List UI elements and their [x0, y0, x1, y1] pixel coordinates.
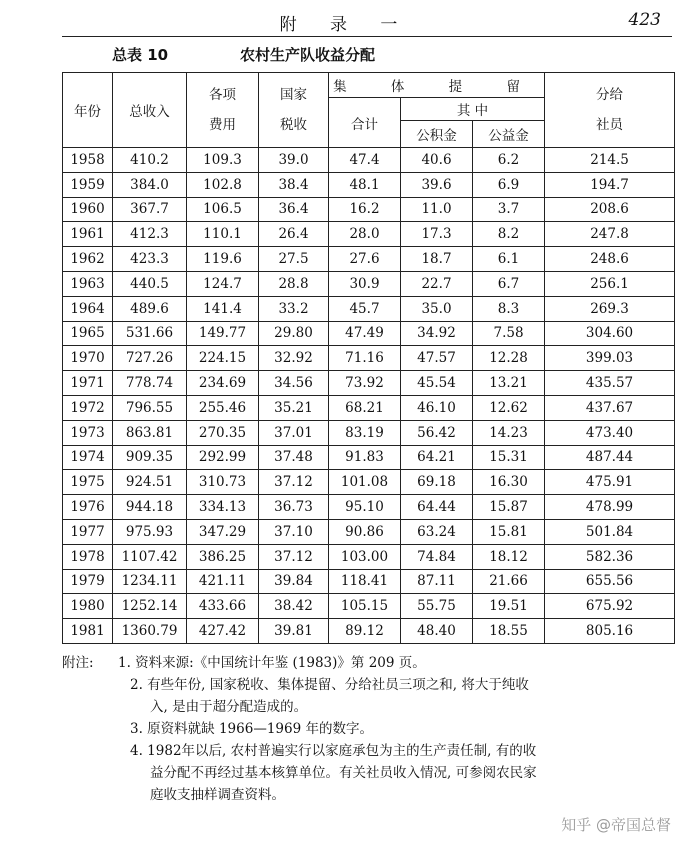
cell-expenses: 270.35 — [187, 420, 259, 445]
cell-retention-total: 89.12 — [329, 619, 401, 644]
cell-year: 1978 — [63, 544, 113, 569]
cell-year: 1974 — [63, 445, 113, 470]
cell-year: 1975 — [63, 470, 113, 495]
cell-expenses: 102.8 — [187, 172, 259, 197]
cell-accumulation-fund: 87.11 — [401, 569, 473, 594]
note-2-cont — [62, 696, 682, 718]
cell-distributed: 478.99 — [545, 495, 675, 520]
cell-retention-total: 48.1 — [329, 172, 401, 197]
cell-welfare-fund: 8.3 — [473, 296, 545, 321]
cell-welfare-fund: 12.28 — [473, 346, 545, 371]
cell-distributed: 208.6 — [545, 197, 675, 222]
cell-distributed: 655.56 — [545, 569, 675, 594]
table-row — [63, 619, 675, 644]
table-row — [63, 569, 675, 594]
cell-accumulation-fund: 18.7 — [401, 247, 473, 272]
cell-expenses: 292.99 — [187, 445, 259, 470]
col-total: 合计 — [329, 98, 401, 148]
cell-welfare-fund: 6.1 — [473, 247, 545, 272]
note-3 — [62, 718, 682, 740]
cell-expenses: 433.66 — [187, 594, 259, 619]
cell-state-tax: 39.84 — [259, 569, 329, 594]
cell-welfare-fund: 3.7 — [473, 197, 545, 222]
note-1 — [62, 652, 682, 674]
cell-distributed: 675.92 — [545, 594, 675, 619]
note-2 — [62, 674, 682, 696]
note-4 — [62, 740, 682, 762]
cell-total-income: 489.6 — [113, 296, 187, 321]
cell-accumulation-fund: 40.6 — [401, 148, 473, 173]
cell-accumulation-fund: 17.3 — [401, 222, 473, 247]
col-distributed-line1: 分给 — [596, 87, 624, 103]
cell-total-income: 412.3 — [113, 222, 187, 247]
cell-welfare-fund: 6.2 — [473, 148, 545, 173]
table-row — [63, 148, 675, 173]
cell-state-tax: 36.73 — [259, 495, 329, 520]
cell-retention-total: 105.15 — [329, 594, 401, 619]
cell-retention-total: 90.86 — [329, 519, 401, 544]
cell-welfare-fund: 16.30 — [473, 470, 545, 495]
table-row — [63, 495, 675, 520]
table-title: 农村生产队收益分配 — [240, 46, 376, 64]
table-row — [63, 544, 675, 569]
cell-year: 1980 — [63, 594, 113, 619]
cell-total-income: 410.2 — [113, 148, 187, 173]
cell-distributed: 399.03 — [545, 346, 675, 371]
cell-year: 1970 — [63, 346, 113, 371]
cell-total-income: 1360.79 — [113, 619, 187, 644]
cell-retention-total: 95.10 — [329, 495, 401, 520]
cell-year: 1965 — [63, 321, 113, 346]
cell-year: 1979 — [63, 569, 113, 594]
table-row — [63, 271, 675, 296]
note-2-cont-text: 入, 是由于超分配造成的。 — [150, 699, 308, 715]
cell-accumulation-fund: 55.75 — [401, 594, 473, 619]
cell-expenses: 234.69 — [187, 371, 259, 396]
cell-total-income: 863.81 — [113, 420, 187, 445]
notes-label: 附注: — [62, 655, 94, 671]
table-row — [63, 445, 675, 470]
cell-state-tax: 39.0 — [259, 148, 329, 173]
cell-welfare-fund: 21.66 — [473, 569, 545, 594]
note-3-text: 3. 原资料就缺 1966—1969 年的数字。 — [130, 721, 373, 737]
cell-total-income: 531.66 — [113, 321, 187, 346]
col-distributed — [545, 73, 675, 148]
cell-retention-total: 47.4 — [329, 148, 401, 173]
cell-state-tax: 37.12 — [259, 544, 329, 569]
col-expenses — [187, 73, 259, 148]
cell-retention-total: 68.21 — [329, 395, 401, 420]
cell-expenses: 386.25 — [187, 544, 259, 569]
cell-accumulation-fund: 45.54 — [401, 371, 473, 396]
note-4-cont2-text: 庭收支抽样调查资料。 — [150, 787, 285, 803]
cell-year: 1971 — [63, 371, 113, 396]
page-number: 423 — [628, 10, 661, 30]
cell-total-income: 944.18 — [113, 495, 187, 520]
cell-state-tax: 37.01 — [259, 420, 329, 445]
cell-distributed: 435.57 — [545, 371, 675, 396]
cell-accumulation-fund: 63.24 — [401, 519, 473, 544]
cell-expenses: 224.15 — [187, 346, 259, 371]
cell-distributed: 214.5 — [545, 148, 675, 173]
table-row — [63, 594, 675, 619]
cell-welfare-fund: 15.87 — [473, 495, 545, 520]
cell-year: 1961 — [63, 222, 113, 247]
cell-expenses: 109.3 — [187, 148, 259, 173]
table-row — [63, 247, 675, 272]
table-row — [63, 197, 675, 222]
cell-year: 1963 — [63, 271, 113, 296]
cell-state-tax: 37.10 — [259, 519, 329, 544]
cell-retention-total: 30.9 — [329, 271, 401, 296]
cell-expenses: 106.5 — [187, 197, 259, 222]
cell-year: 1976 — [63, 495, 113, 520]
cell-total-income: 1107.42 — [113, 544, 187, 569]
cell-distributed: 248.6 — [545, 247, 675, 272]
cell-distributed: 256.1 — [545, 271, 675, 296]
table-body — [63, 148, 675, 644]
cell-distributed: 194.7 — [545, 172, 675, 197]
cell-state-tax: 29.80 — [259, 321, 329, 346]
running-head — [0, 8, 691, 34]
cell-year: 1977 — [63, 519, 113, 544]
cell-distributed: 475.91 — [545, 470, 675, 495]
cell-accumulation-fund: 69.18 — [401, 470, 473, 495]
cell-welfare-fund: 15.81 — [473, 519, 545, 544]
cell-welfare-fund: 6.9 — [473, 172, 545, 197]
cell-state-tax: 36.4 — [259, 197, 329, 222]
cell-state-tax: 27.5 — [259, 247, 329, 272]
table-number: 总表 10 — [112, 46, 169, 64]
cell-year: 1962 — [63, 247, 113, 272]
cell-state-tax: 26.4 — [259, 222, 329, 247]
cell-retention-total: 47.49 — [329, 321, 401, 346]
cell-welfare-fund: 18.55 — [473, 619, 545, 644]
cell-year: 1972 — [63, 395, 113, 420]
cell-welfare-fund: 18.12 — [473, 544, 545, 569]
cell-state-tax: 37.48 — [259, 445, 329, 470]
cell-state-tax: 33.2 — [259, 296, 329, 321]
table-row — [63, 222, 675, 247]
cell-year: 1959 — [63, 172, 113, 197]
cell-year: 1981 — [63, 619, 113, 644]
cell-distributed: 247.8 — [545, 222, 675, 247]
cell-total-income: 909.35 — [113, 445, 187, 470]
cell-year: 1958 — [63, 148, 113, 173]
cell-distributed: 473.40 — [545, 420, 675, 445]
cell-expenses: 255.46 — [187, 395, 259, 420]
cell-welfare-fund: 15.31 — [473, 445, 545, 470]
header-rule — [62, 36, 672, 37]
note-4-cont2 — [62, 784, 682, 806]
cell-year: 1964 — [63, 296, 113, 321]
table-row — [63, 321, 675, 346]
col-expenses-line2: 费用 — [209, 117, 236, 133]
col-expenses-line1: 各项 — [209, 87, 236, 103]
cell-accumulation-fund: 47.57 — [401, 346, 473, 371]
cell-total-income: 1234.11 — [113, 569, 187, 594]
cell-state-tax: 37.12 — [259, 470, 329, 495]
table-row — [63, 470, 675, 495]
cell-retention-total: 71.16 — [329, 346, 401, 371]
cell-retention-total: 28.0 — [329, 222, 401, 247]
cell-accumulation-fund: 34.92 — [401, 321, 473, 346]
cell-welfare-fund: 14.23 — [473, 420, 545, 445]
cell-welfare-fund: 6.7 — [473, 271, 545, 296]
cell-state-tax: 32.92 — [259, 346, 329, 371]
col-of-which: 其 中 — [401, 98, 545, 121]
cell-distributed: 582.36 — [545, 544, 675, 569]
col-tax-line1: 国家 — [280, 87, 307, 103]
cell-year: 1960 — [63, 197, 113, 222]
cell-accumulation-fund: 74.84 — [401, 544, 473, 569]
col-distributed-line2: 社员 — [596, 117, 624, 133]
cell-total-income: 1252.14 — [113, 594, 187, 619]
cell-total-income: 423.3 — [113, 247, 187, 272]
cell-distributed: 437.67 — [545, 395, 675, 420]
table-row — [63, 346, 675, 371]
cell-expenses: 141.4 — [187, 296, 259, 321]
col-collective-retention: 集 体 提 留 — [329, 73, 545, 98]
cell-expenses: 334.13 — [187, 495, 259, 520]
cell-expenses: 110.1 — [187, 222, 259, 247]
cell-retention-total: 91.83 — [329, 445, 401, 470]
col-accumulation-fund: 公积金 — [401, 121, 473, 148]
cell-retention-total: 45.7 — [329, 296, 401, 321]
cell-accumulation-fund: 64.44 — [401, 495, 473, 520]
col-state-tax — [259, 73, 329, 148]
col-tax-line2: 税收 — [280, 117, 307, 133]
cell-welfare-fund: 8.2 — [473, 222, 545, 247]
note-4-cont — [62, 762, 682, 784]
note-4-cont-text: 益分配不再经过基本核算单位。有关社员收入情况, 可参阅农民家 — [150, 765, 537, 781]
col-total-income: 总收入 — [113, 73, 187, 148]
notes-section — [62, 652, 682, 806]
income-distribution-table — [62, 72, 675, 644]
cell-expenses: 347.29 — [187, 519, 259, 544]
cell-total-income: 384.0 — [113, 172, 187, 197]
cell-welfare-fund: 7.58 — [473, 321, 545, 346]
cell-retention-total: 83.19 — [329, 420, 401, 445]
note-2-text: 2. 有些年份, 国家税收、集体提留、分给社员三项之和, 将大于纯收 — [130, 677, 529, 693]
cell-expenses: 124.7 — [187, 271, 259, 296]
cell-state-tax: 34.56 — [259, 371, 329, 396]
table-row — [63, 420, 675, 445]
cell-total-income: 796.55 — [113, 395, 187, 420]
cell-distributed: 487.44 — [545, 445, 675, 470]
cell-total-income: 367.7 — [113, 197, 187, 222]
cell-total-income: 924.51 — [113, 470, 187, 495]
cell-total-income: 727.26 — [113, 346, 187, 371]
cell-accumulation-fund: 22.7 — [401, 271, 473, 296]
cell-state-tax: 38.42 — [259, 594, 329, 619]
cell-retention-total: 27.6 — [329, 247, 401, 272]
cell-accumulation-fund: 64.21 — [401, 445, 473, 470]
watermark: 知乎 @帝国总督 — [561, 816, 671, 834]
note-4-text: 4. 1982年以后, 农村普遍实行以家庭承包为主的生产责任制, 有的收 — [130, 743, 537, 759]
cell-distributed: 269.3 — [545, 296, 675, 321]
table-row — [63, 519, 675, 544]
cell-accumulation-fund: 39.6 — [401, 172, 473, 197]
cell-accumulation-fund: 48.40 — [401, 619, 473, 644]
cell-retention-total: 101.08 — [329, 470, 401, 495]
cell-distributed: 805.16 — [545, 619, 675, 644]
cell-state-tax: 35.21 — [259, 395, 329, 420]
cell-retention-total: 118.41 — [329, 569, 401, 594]
cell-welfare-fund: 13.21 — [473, 371, 545, 396]
cell-total-income: 975.93 — [113, 519, 187, 544]
cell-distributed: 501.84 — [545, 519, 675, 544]
cell-year: 1973 — [63, 420, 113, 445]
cell-state-tax: 39.81 — [259, 619, 329, 644]
cell-expenses: 149.77 — [187, 321, 259, 346]
cell-retention-total: 103.00 — [329, 544, 401, 569]
cell-accumulation-fund: 35.0 — [401, 296, 473, 321]
running-head-title: 附 录 一 — [279, 15, 412, 35]
cell-total-income: 778.74 — [113, 371, 187, 396]
cell-retention-total: 73.92 — [329, 371, 401, 396]
cell-accumulation-fund: 46.10 — [401, 395, 473, 420]
cell-expenses: 421.11 — [187, 569, 259, 594]
col-year: 年份 — [63, 73, 113, 148]
col-welfare-fund: 公益金 — [473, 121, 545, 148]
cell-distributed: 304.60 — [545, 321, 675, 346]
cell-expenses: 119.6 — [187, 247, 259, 272]
cell-welfare-fund: 19.51 — [473, 594, 545, 619]
table-row — [63, 172, 675, 197]
cell-state-tax: 28.8 — [259, 271, 329, 296]
table-row — [63, 371, 675, 396]
cell-accumulation-fund: 56.42 — [401, 420, 473, 445]
cell-expenses: 310.73 — [187, 470, 259, 495]
note-1-text: 1. 资料来源:《中国统计年鉴 (1983)》第 209 页。 — [118, 655, 426, 671]
table-row — [63, 395, 675, 420]
cell-state-tax: 38.4 — [259, 172, 329, 197]
table-row — [63, 296, 675, 321]
cell-accumulation-fund: 11.0 — [401, 197, 473, 222]
cell-welfare-fund: 12.62 — [473, 395, 545, 420]
cell-expenses: 427.42 — [187, 619, 259, 644]
cell-retention-total: 16.2 — [329, 197, 401, 222]
cell-total-income: 440.5 — [113, 271, 187, 296]
